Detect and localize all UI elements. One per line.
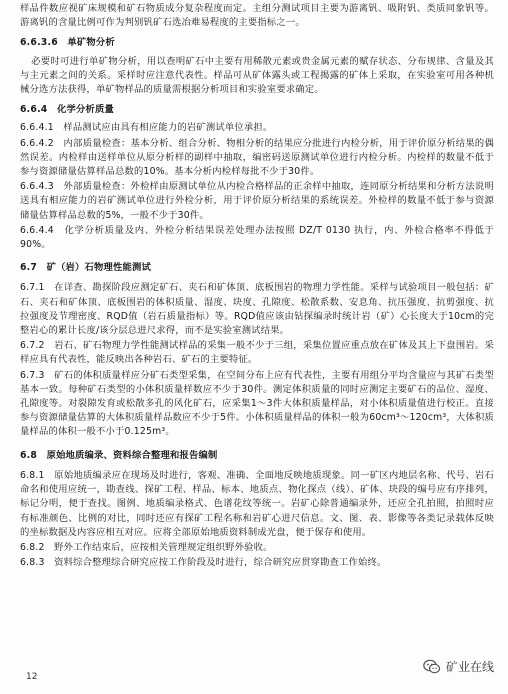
paragraph-6-7-2: 6.7.2 岩石、矿石物理力学性能测试样品的采集一般不少于三组，采集位置应重点放在矿体及其上下盘围岩。采样应具有代表性，能反映出各种岩石、矿石的主要特征。 <box>20 340 494 366</box>
paragraph-6-6-4-1: 6.6.4.1 样品测试应由具有相应能力的岩矿测试单位承担。 <box>20 122 273 134</box>
heading-6-6-3-6: 6.6.3.6 单矿物分析 <box>20 37 115 49</box>
paragraph-6-6-3-6: 必要时可进行单矿物分析，用以查明矿石中主要有用稀散元素或贵金属元素的赋存状态、分布规律、含量及其与主元素之间的关系。采样时应注意代表性。样品可从矿体露头或工程揭露的矿体上采取，在实验室可用各种机械分选方法获得，单矿物样品的质量需根据分析项目和实验室要求确定。 <box>20 55 494 96</box>
heading-6-7: 6.7 矿（岩）石物理性能测试 <box>20 262 152 274</box>
paragraph-6-6-4-2: 6.6.4.2 内部质量检查：基本分析、组合分析、物相分析的结果应分批进行内检分析，用于评价原分析结果的偶然误差。内检样由送样单位从原分析样的副样中抽取，编密码送原测试单位进行内检分析。内检样的数量不低于参与资源储量估算样品总数的10%。基本分析内检样每批不少于30件。 <box>20 137 494 178</box>
heading-6-6-4: 6.6.4 化学分析质量 <box>20 104 114 116</box>
page-number: 12 <box>26 672 38 682</box>
paragraph-6-7-3: 6.7.3 矿石的体积质量样应分矿石类型采集，在空间分布上应有代表性，主要有用组分平均含量应与其矿石类型基本一致。每种矿石类型的小体积质量样数应不少于30件。测定体积质量的同时应测定主要矿石的品位、湿度、孔隙度等。对裂隙发育或松散多孔的风化矿石，应采集1～3件大体积质量样品，对小体积质量值进行校正。直接参与资源储量估算的大体积质量样品数应不少于5件。小体积质量样品的体积一般为60cm³～120cm³，大体积质量样品的体积一般不小于0.125m³。 <box>20 369 494 438</box>
paragraph-6-6-4-3: 6.6.4.3 外部质量检查：外检样由原测试单位从内检合格样品的正余样中抽取，连同原分析结果和分析方法说明送具有相应能力的岩矿测试单位进行外检分析，用于评价原分析结果的系统误差。外检样的数量不低于参与资源储量估算样品总数的5%，一般不少于30件。 <box>20 181 494 221</box>
paragraph-6-8-3: 6.8.3 资料综合整理综合研究应按工作阶段及时进行，综合研究应贯穿勘查工作始终。 <box>20 557 387 569</box>
paragraph-6-7-1: 6.7.1 在详查、勘探阶段应测定矿石、夹石和矿体顶、底板围岩的物理力学性能。采样与试验项目一般包括：矿石、夹石和矿体顶、底板围岩的体积质量、湿度、块度、孔隙度、松散系数、安息角、抗压强度、抗剪强度、抗拉强度及节理密度、RQD值（岩石质量指标）等。RQD值应该由钻探编录时统计岩（矿）心长度大于10cm的完整岩心的累计长度/该分层总进尺求得，而不是实验室测试结果。 <box>20 282 494 337</box>
paragraph-6-8-1: 6.8.1 原始地质编录应在现场及时进行，客观、准确、全面地反映地质现象。同一矿区内地层名称、代号、岩石命名和使用应统一，勘查线、探矿工程、样品、标本、地质点、物化探点（线）、矿体、块段的编号应有序排列，标记分明，便于查找。图例、地质编录格式、色谱花纹等统一。岩矿心除普通编录外，还应全孔拍照，拍照时应有标准颜色、比例的对比，同时还应有探矿工程名称和岩矿心进尺信息。文、图、表、影像等各类记录载体反映的坐标数据及内容应相互对应。应将全部原始地质资料制成光盘，便于保存和使用。 <box>20 469 494 538</box>
heading-6-8: 6.8 原始地质编录、资料综合整理和报告编制 <box>20 449 218 461</box>
watermark-text: 矿业在线 <box>445 660 494 674</box>
intro-paragraph: 样品件数应视矿床规模和矿石物质成分复杂程度而定。主组分测试项目主要为游离钒、吸附钒、类质同象钒等。游离钒的含量比例可作为判别钒矿石选冶难易程度的主要指标之一。 <box>20 3 494 29</box>
paragraph-6-6-4-4: 6.6.4.4 化学分析质量及内、外检分析结果误差处理办法按照 DZ/T 0130 执行，内、外检合格率不得低于 90%。 <box>20 224 494 251</box>
document-body <box>20 2 494 570</box>
wechat-bubble-icon <box>423 659 441 675</box>
paragraph-6-8-2: 6.8.2 野外工作结束后，应按相关管理规定组织野外验收。 <box>20 541 273 553</box>
watermark <box>423 658 494 675</box>
